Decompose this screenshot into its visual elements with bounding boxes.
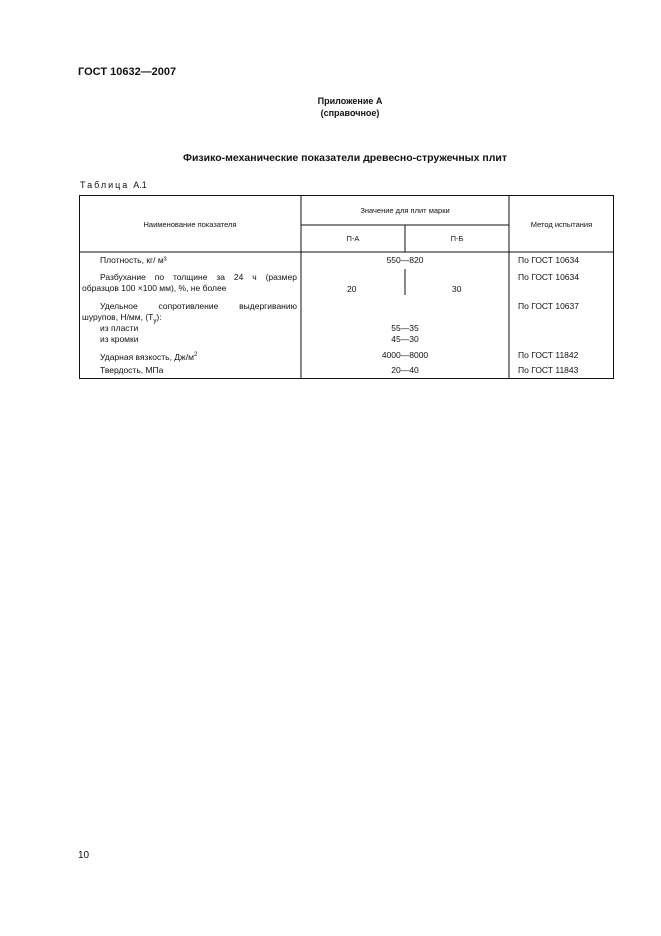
- row-hardness-name: Твердость, МПа: [100, 365, 164, 375]
- row-impact-name-prefix: Ударная вязкость, Дж/м: [100, 351, 194, 362]
- header-grade-b: П-Б: [450, 234, 464, 243]
- table-caption-word: Таблица: [80, 180, 130, 190]
- row-screw-name-prefix: шурупов, Н/мм, (Т: [82, 312, 154, 322]
- properties-table: [79, 195, 614, 379]
- row-screw-name-sub: у: [153, 318, 157, 325]
- header-indicator: Наименование показателя: [143, 220, 237, 229]
- row-hardness-method: По ГОСТ 11843: [518, 365, 579, 375]
- annex-title: Приложение А: [317, 96, 383, 106]
- table-caption-number: А.1: [133, 180, 147, 190]
- row-screw-face-value: 55—35: [391, 323, 419, 333]
- row-swelling-name-line2: образцов 100 ×100 мм), %, не более: [82, 283, 227, 293]
- row-swelling-value-a: 20: [347, 284, 357, 294]
- row-hardness-value: 20—40: [391, 365, 419, 375]
- row-screw-name-suffix: ):: [156, 312, 162, 322]
- header-grade-a: П-А: [346, 234, 360, 243]
- section-title: Физико-механические показатели древесно-стружечных плит: [183, 152, 507, 164]
- annex-subtitle: (справочное): [320, 108, 380, 118]
- row-swelling-name-line1: Разбухание по толщине за 24 ч (размер: [100, 272, 297, 282]
- document-title: ГОСТ 10632—2007: [78, 66, 177, 78]
- row-impact-method: По ГОСТ 11842: [518, 350, 579, 360]
- row-impact-value: 4000—8000: [381, 350, 429, 360]
- row-screw-method: По ГОСТ 10637: [518, 301, 579, 311]
- header-value-group: Значение для плит марки: [360, 206, 450, 215]
- table-caption: [80, 180, 147, 190]
- row-impact-name-sup: 2: [193, 352, 198, 358]
- row-density-method: По ГОСТ 10634: [518, 255, 579, 265]
- row-swelling-value-b: 30: [452, 284, 462, 294]
- row-screw-edge-label: из кромки: [100, 334, 139, 344]
- row-density-name: Плотность, кг/ м³: [100, 255, 167, 265]
- row-density-value: 550—820: [386, 255, 424, 265]
- row-screw-name-line1: Удельное сопротивление выдергиванию: [100, 301, 297, 311]
- row-screw-face-label: из пласти: [100, 323, 139, 333]
- page-number: 10: [78, 850, 90, 861]
- row-impact-name: [100, 350, 197, 363]
- row-screw-edge-value: 45—30: [391, 334, 419, 344]
- row-swelling-method: По ГОСТ 10634: [518, 272, 579, 282]
- header-method: Метод испытания: [530, 220, 593, 229]
